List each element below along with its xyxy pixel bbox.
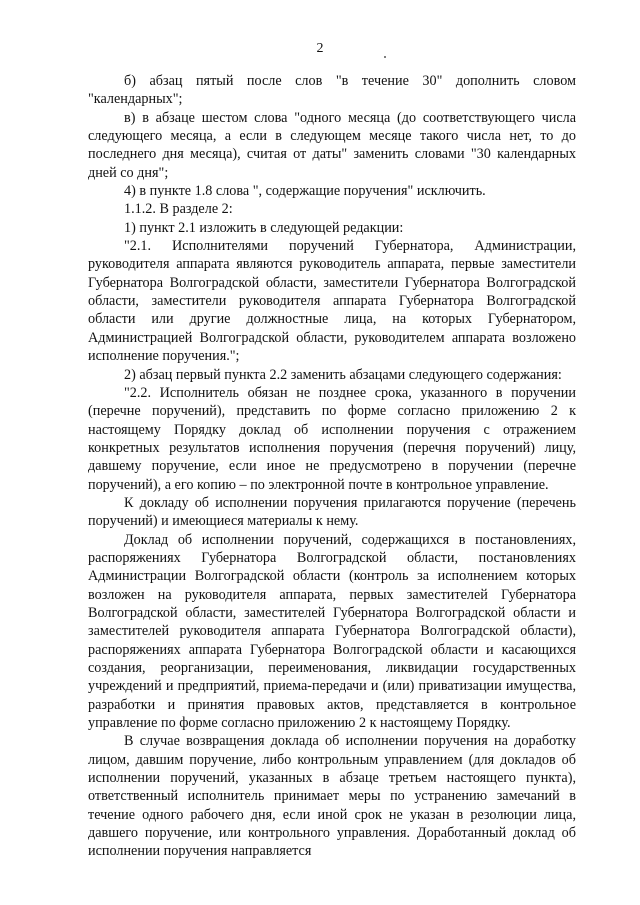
paragraph-quote-2-2: "2.2. Исполнитель обязан не позднее срока, указанного в поручении (перечне поручений), представить по форме согласно приложению 2 к настоящему Порядку доклад об исполнении поручения с отражением конкретных результатов исполнения поручения (перечня поручений) лицу, давшему поручение, если иное не предусмотрено в поручении (перечне поручений), а его копию – по электронной почте в контрольное управление.: [88, 384, 576, 493]
paragraph-b-abzac-pyatyi: б) абзац пятый после слов "в течение 30" дополнить словом "календарных";: [88, 73, 576, 108]
paragraph-quote-2-1: "2.1. Исполнителями поручений Губернатора, Администрации, руководителя аппарата являются руководитель аппарата, первые заместители Губернатора Волгоградской области, заместители Губернатора Волгоградской области, заместители руководителя аппарата Губернатора Волгоградской области или другие должностные лица, на которых Губернатором, Администрацией Волгоградской области, руководителем аппарата возложено исполнение поручения.";: [88, 238, 576, 365]
page-number: 2: [316, 41, 324, 56]
paragraph-v-abzac-shestoi: в) в абзаце шестом слова "одного месяца (до соответствующего числа следующего месяца, а если в следующем месяце такого числа нет, то до последнего дня месяца), считая от даты" заменить словами "30 календарных дней со дня";: [88, 109, 576, 181]
paragraph-2-abzac-2-2: 2) абзац первый пункта 2.2 заменить абзацами следующего содержания:: [124, 366, 562, 383]
paragraph-1-punkt-2-1: 1) пункт 2.1 изложить в следующей редакции:: [124, 219, 404, 236]
paragraph-k-dokladu: К докладу об исполнении поручения прилагаются поручение (перечень поручений) и имеющиеся материалы к нему.: [88, 494, 576, 530]
paragraph-1-1-2-razdel-2: 1.1.2. В разделе 2:: [124, 201, 233, 218]
scan-dot-mark: [384, 56, 386, 58]
paragraph-v-sluchae-vozvrascheniya: В случае возвращения доклада об исполнении поручения на доработку лицом, давшим поручение, либо контрольным управлением (для докладов об исполнении поручений, указанных в абзаце третьем настоящего пункта), ответственный исполнитель принимает меры по устранению замечаний в течение одного рабочего дня, если иной срок не указан в резолюции лица, давшего поручение, или контрольного управления. Доработанный доклад об исполнении поручения направляется: [88, 733, 576, 860]
paragraph-4-punkt-1-8: 4) в пункте 1.8 слова ", содержащие поручения" исключить.: [124, 183, 486, 200]
paragraph-doklad-ob-ispolnenii: Доклад об исполнении поручений, содержащихся в постановлениях, распоряжениях Губернатора Волгоградской области, постановлениях Администрации Волгоградской области (контроль за исполнением которых возложен на руководителя аппарата, первых заместителей Губернатора Волгоградской области, заместителей Губернатора Волгоградской области и заместителей руководителя аппарата Губернатора Волгоградской области), распоряжениях аппарата Губернатора Волгоградской области и касающихся создания, реорганизации, переименования, ликвидации государственных учреждений и предприятий, приема-передачи и (или) приватизации имущества, разработки и принятия правовых актов, представляется в контрольное управление по форме согласно приложению 2 к настоящему Порядку.: [88, 531, 576, 732]
document-body: [88, 72, 576, 861]
